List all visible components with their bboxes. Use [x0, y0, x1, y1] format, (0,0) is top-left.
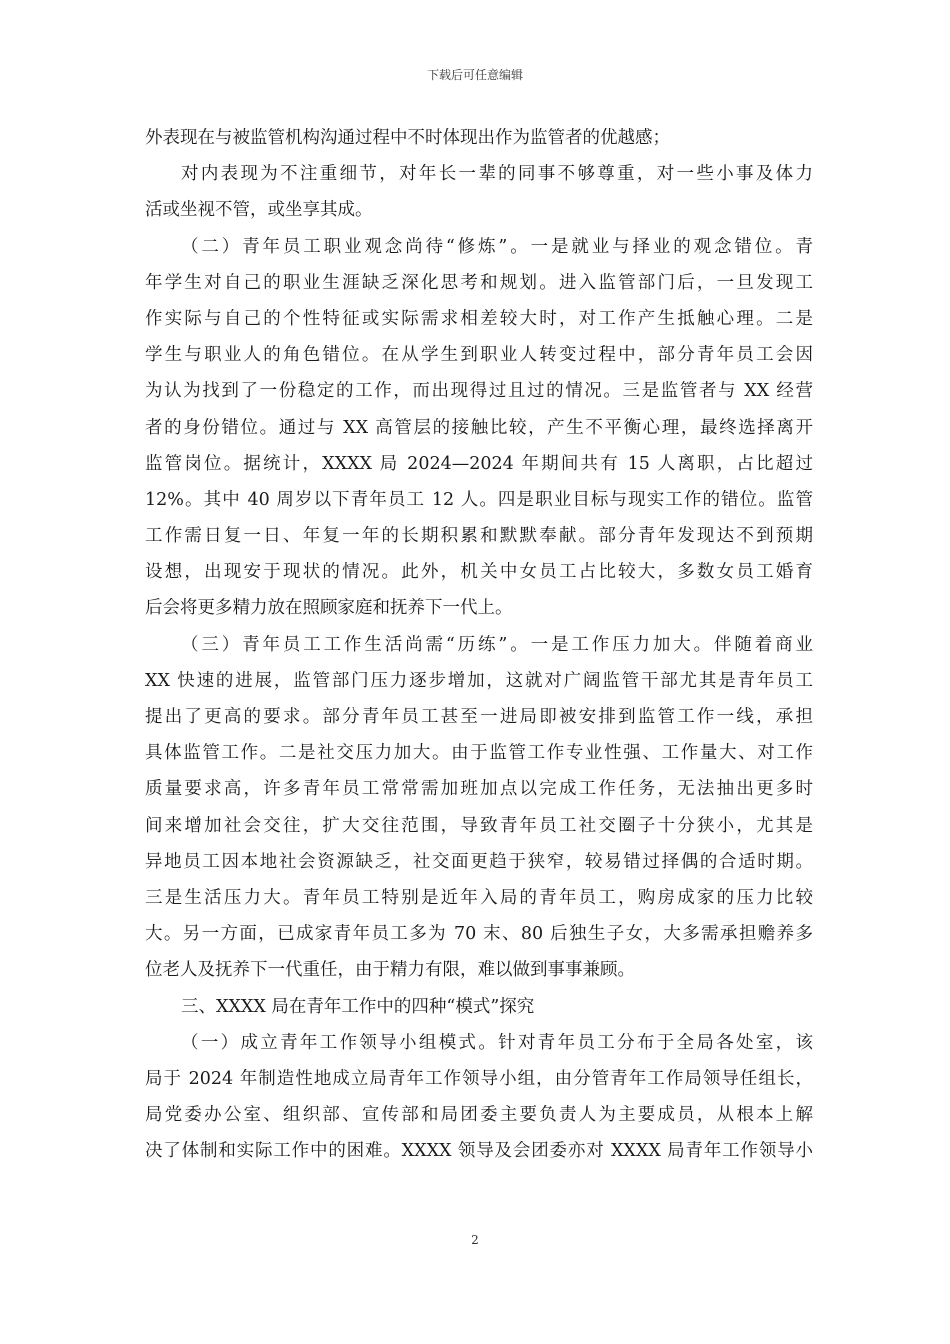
text-line: 具体监管工作。二是社交压力加大。由于监管工作专业性强、工作量大、对工作 [145, 743, 813, 764]
text-line: 质量要求高，许多青年员工常常需加班加点以完成工作任务，无法抽出更多时 [145, 779, 813, 800]
text-line: XX 快速的进展，监管部门压力逐步增加，这就对广阔监管干部尤其是青年员工 [145, 670, 813, 691]
text-line: 决了体制和实际工作中的困难。XXXX 领导及会团委亦对 XXXX 局青年工作领导小 [145, 1141, 813, 1162]
text-line: 外表现在与被监管机构沟通过程中不时体现出作为监管者的优越感； [145, 128, 670, 148]
text-line: 对内表现为不注重细节，对年长一辈的同事不够尊重，对一些小事及体力 [181, 164, 813, 185]
text-line: 后会将更多精力放在照顾家庭和抚养下一代上。 [145, 598, 513, 619]
text-line: （二）青年员工职业观念尚待“修炼”。一是就业与择业的观念错位。青 [181, 236, 813, 257]
text-line: 局于 2024 年制造性地成立局青年工作领导小组，由分管青年工作局领导任组长， [145, 1068, 813, 1089]
text-line: 年学生对自己的职业生涯缺乏深化思考和规划。进入监管部门后，一旦发现工 [145, 272, 813, 293]
text-line: 作实际与自己的个性特征或实际需求相差较大时，对工作产生抵触心理。二是 [145, 308, 813, 329]
text-line: （三）青年员工工作生活尚需“历练”。一是工作压力加大。伴随着商业 [181, 634, 813, 655]
text-line: 工作需日复一日、年复一年的长期积累和默默奉献。部分青年发现达不到预期 [145, 526, 813, 547]
text-line: 12%。其中 40 周岁以下青年员工 12 人。四是职业目标与现实工作的错位。监管 [145, 489, 813, 510]
text-line: 监管岗位。据统计，XXXX 局 2024—2024 年期间共有 15 人离职，占比超过 [145, 453, 813, 474]
text-line: 异地员工因本地社会资源缺乏，社交面更趋于狭窄，较易错过择偶的合适时期。 [145, 851, 813, 872]
text-line: 三、XXXX 局在青年工作中的四种“模式”探究 [181, 996, 535, 1017]
text-line: 局党委办公室、组织部、宣传部和局团委主要负责人为主要成员，从根本上解 [145, 1105, 813, 1126]
text-line: 学生与职业人的角色错位。在从学生到职业人转变过程中，部分青年员工会因 [145, 345, 813, 366]
text-line: 位老人及抚养下一代重任，由于精力有限，难以做到事事兼顾。 [145, 960, 635, 981]
text-line: 大。另一方面，已成家青年员工多为 70 末、80 后独生子女，大多需承担赡养多 [145, 924, 813, 945]
text-line: 三是生活压力大。青年员工特别是近年入局的青年员工，购房成家的压力比较 [145, 887, 813, 908]
text-line: （一）成立青年工作领导小组模式。针对青年员工分布于全局各处室，该 [181, 1032, 813, 1053]
page-header: 下载后可任意编辑 [426, 68, 523, 82]
text-line: 为认为找到了一份稳定的工作，而出现得过且过的情况。三是监管者与 XX 经营 [145, 381, 813, 402]
document-body [145, 120, 813, 1169]
text-line: 活或坐视不管，或坐享其成。 [145, 200, 373, 221]
text-line: 提出了更高的要求。部分青年员工甚至一进局即被安排到监管工作一线，承担 [145, 707, 813, 727]
text-line: 设想，出现安于现状的情况。此外，机关中女员工占比较大，多数女员工婚育 [145, 562, 813, 583]
page-number: 2 [471, 1233, 479, 1247]
text-line: 者的身份错位。通过与 XX 高管层的接触比较，产生不平衡心理，最终选择离开 [145, 417, 813, 438]
text-line: 间来增加社会交往，扩大交往范围，导致青年员工社交圈子十分狭小，尤其是 [145, 815, 813, 836]
